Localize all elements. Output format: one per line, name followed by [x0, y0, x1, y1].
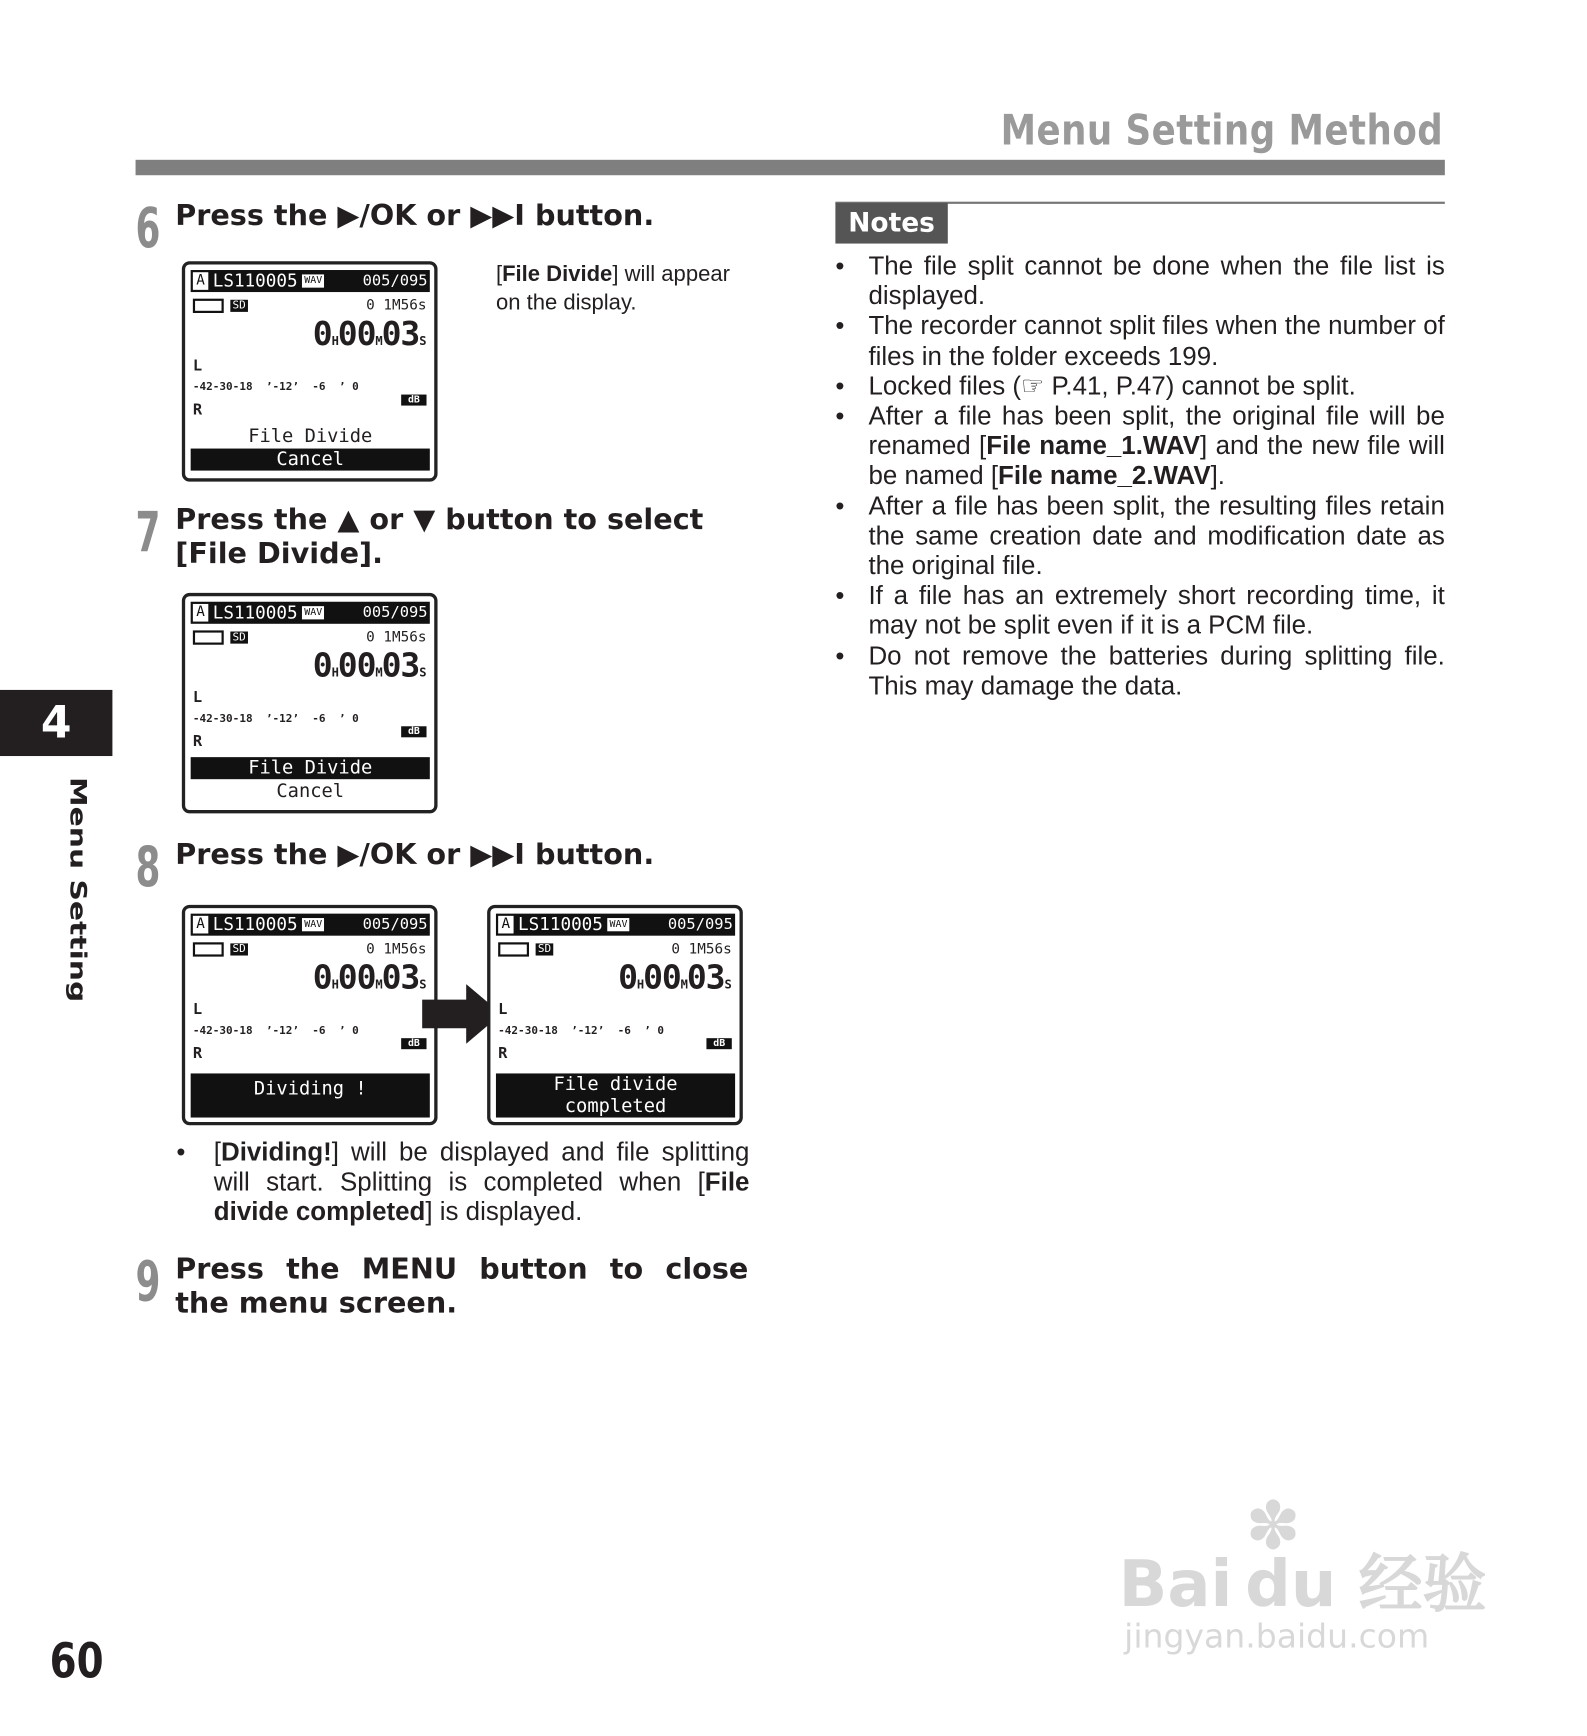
- db-unit: dB: [401, 395, 426, 406]
- hours-unit: H: [331, 333, 338, 349]
- step-6-caption: [496, 260, 749, 317]
- caption-bold: File Divide: [502, 262, 613, 287]
- level-scale: -42-30-18 ’-12’ -6 ’ 0: [192, 713, 359, 726]
- seconds-unit: S: [724, 977, 731, 992]
- lcd-display-dividing: [182, 905, 438, 1125]
- db-unit: dB: [401, 1038, 426, 1049]
- note-text: ] is displayed.: [425, 1196, 583, 1226]
- note-item: [835, 401, 1444, 491]
- watermark-url: jingyan.baidu.com: [1124, 1617, 1430, 1657]
- step-7-text: Press the ▲ or ▼ button to select [File Divide].: [175, 503, 704, 571]
- battery-icon: [193, 630, 224, 644]
- step-9-text: Press the MENU button to close the menu screen.: [175, 1253, 749, 1321]
- lcd-format: WAV: [607, 918, 629, 931]
- folder-icon: A: [193, 272, 208, 290]
- step-number-8: 8: [135, 835, 161, 900]
- lcd-remaining: 0 1M56s: [366, 941, 427, 958]
- lcd-elapsed-time: [313, 959, 426, 998]
- level-scale: -42-30-18 ’-12’ -6 ’ 0: [498, 1024, 665, 1038]
- hours: 0: [312, 646, 332, 686]
- lcd-filename: LS110005: [212, 270, 298, 291]
- battery-icon: [193, 299, 224, 313]
- step-number-9: 9: [135, 1249, 161, 1314]
- seconds: 03: [381, 958, 420, 998]
- note-bold: File divide completed: [213, 1167, 750, 1226]
- notes-list: [835, 251, 1444, 701]
- step-8-note: • [Dividing!] will be displayed and file splitting will start. Splitting is completed when [File divide completed] is displayed.: [176, 1137, 750, 1226]
- right-channel: R: [192, 401, 203, 419]
- lcd-display-file-divide-cancel: [182, 261, 438, 481]
- page-number: 60: [49, 1633, 104, 1690]
- note-text: After a file has been split, the original file will be renamed [: [868, 401, 1445, 460]
- lcd-display-completed: [487, 905, 743, 1125]
- lcd-remaining: 0 1M56s: [366, 297, 427, 315]
- lcd-message-line: completed: [564, 1095, 667, 1118]
- right-channel: R: [192, 1044, 203, 1063]
- hours-unit: H: [636, 977, 644, 992]
- left-channel: L: [192, 357, 203, 375]
- lcd-status-row: [193, 941, 427, 958]
- hours-unit: H: [331, 665, 338, 680]
- minutes: 00: [337, 646, 376, 686]
- lcd-title-bar: [191, 914, 430, 936]
- lcd-display-file-divide-selected: [182, 593, 438, 813]
- lcd-status-row: [193, 629, 427, 646]
- folder-icon: A: [193, 604, 208, 622]
- db-unit: dB: [707, 1038, 732, 1049]
- lcd-message-line: File divide: [553, 1073, 678, 1096]
- note-text: ].: [1210, 461, 1226, 490]
- note-text: ] will be displayed and file splitting will start. Splitting is completed when [: [213, 1137, 750, 1196]
- note-item: • Locked files (☞ P.41, P.47) cannot be split.: [835, 371, 1444, 401]
- hours-unit: H: [331, 977, 338, 992]
- header-rule: [136, 160, 1445, 175]
- note-item: • After a file has been split, the resulting files retain the same creation date and modification date as the original file.: [835, 491, 1444, 581]
- step-number-7: 7: [135, 500, 161, 565]
- note-item: • If a file has an extremely short recording time, it may not be split even if it is a PCM file.: [835, 581, 1444, 641]
- lcd-file-index: 005/095: [362, 272, 428, 290]
- seconds-unit: S: [419, 665, 426, 680]
- right-channel: R: [498, 1044, 508, 1063]
- section-header: Menu Setting Method: [1001, 105, 1444, 155]
- caption-text: [: [495, 262, 503, 287]
- lcd-filename: LS110005: [212, 601, 298, 623]
- lcd-format: WAV: [302, 918, 324, 931]
- chapter-label: Menu Setting: [64, 776, 91, 1003]
- note-item: • The file split cannot be done when the file list is displayed.: [835, 251, 1444, 311]
- db-unit: dB: [401, 726, 426, 737]
- right-channel: R: [192, 732, 203, 751]
- left-channel: L: [498, 1000, 508, 1019]
- seconds-unit: S: [419, 977, 426, 992]
- lcd-remaining: 0 1M56s: [671, 941, 732, 958]
- level-scale: -42-30-18 ’-12’ -6 ’ 0: [192, 381, 359, 394]
- sd-card-icon: SD: [536, 943, 554, 955]
- seconds: 03: [381, 646, 420, 686]
- lcd-filename: LS110005: [212, 913, 298, 935]
- lcd-menu-option: File Divide: [191, 757, 430, 779]
- left-channel: L: [192, 688, 203, 707]
- battery-icon: [193, 942, 224, 956]
- lcd-title-bar: [191, 270, 430, 292]
- minutes: 00: [643, 958, 681, 998]
- step-8-text: Press the ▶/OK or ▶▶I button.: [175, 838, 655, 872]
- minutes-unit: M: [375, 665, 382, 680]
- lcd-message-line: Dividing !: [253, 1077, 367, 1100]
- left-channel: L: [192, 1000, 203, 1019]
- note-bold: File name_1.WAV: [986, 431, 1200, 460]
- step-6-text: Press the ▶/OK or ▶▶I button.: [175, 199, 655, 233]
- caption-text: ] will appear on the display.: [495, 262, 730, 316]
- lcd-elapsed-time: [618, 959, 731, 998]
- step-number-6: 6: [135, 196, 161, 261]
- lcd-filename: LS110005: [517, 913, 603, 935]
- note-text: ] and the new file will be named [: [868, 431, 1445, 490]
- lcd-elapsed-time: [313, 647, 426, 686]
- minutes-unit: M: [375, 333, 382, 349]
- sd-card-icon: SD: [230, 300, 248, 312]
- chapter-tab: 4: [0, 690, 112, 756]
- level-scale: -42-30-18 ’-12’ -6 ’ 0: [192, 1024, 359, 1038]
- lcd-file-index: 005/095: [362, 915, 428, 934]
- lcd-format: WAV: [302, 606, 324, 619]
- lcd-file-index: 005/095: [667, 915, 733, 934]
- minutes-unit: M: [375, 977, 382, 992]
- hours: 0: [312, 958, 332, 998]
- note-item: • Do not remove the batteries during splitting file. This may damage the data.: [835, 641, 1444, 701]
- hours: 0: [312, 315, 332, 354]
- minutes-unit: M: [680, 977, 687, 992]
- watermark-brand: Bai du 经验: [1118, 1546, 1487, 1622]
- hours: 0: [618, 958, 637, 998]
- seconds: 03: [381, 315, 420, 354]
- paw-logo-icon: ✽: [1245, 1487, 1301, 1565]
- lcd-title-bar: [496, 914, 735, 936]
- minutes: 00: [337, 958, 376, 998]
- lcd-menu-option: Cancel: [191, 449, 430, 471]
- lcd-message: [191, 1073, 430, 1117]
- lcd-title-bar: [191, 602, 430, 624]
- battery-icon: [498, 942, 529, 956]
- seconds-unit: S: [419, 333, 426, 349]
- lcd-format: WAV: [302, 274, 324, 287]
- lcd-file-index: 005/095: [362, 603, 428, 622]
- sd-card-icon: SD: [230, 632, 248, 644]
- folder-icon: A: [498, 916, 513, 934]
- lcd-menu-option: File Divide: [248, 425, 373, 448]
- note-bold: Dividing!: [221, 1137, 332, 1167]
- minutes: 00: [337, 315, 376, 354]
- lcd-status-row: [498, 941, 732, 958]
- lcd-menu-option: Cancel: [276, 780, 345, 803]
- sd-card-icon: SD: [230, 943, 248, 955]
- lcd-message: [496, 1073, 735, 1117]
- note-text: [: [213, 1137, 222, 1167]
- seconds: 03: [686, 958, 725, 998]
- lcd-remaining: 0 1M56s: [366, 629, 427, 646]
- note-item: • The recorder cannot split files when the number of files in the folder exceeds 199.: [835, 311, 1444, 371]
- notes-heading: Notes: [835, 203, 947, 244]
- lcd-elapsed-time: [313, 315, 426, 354]
- lcd-status-row: [193, 298, 427, 315]
- note-bold: File name_2.WAV: [998, 461, 1211, 490]
- folder-icon: A: [193, 916, 208, 934]
